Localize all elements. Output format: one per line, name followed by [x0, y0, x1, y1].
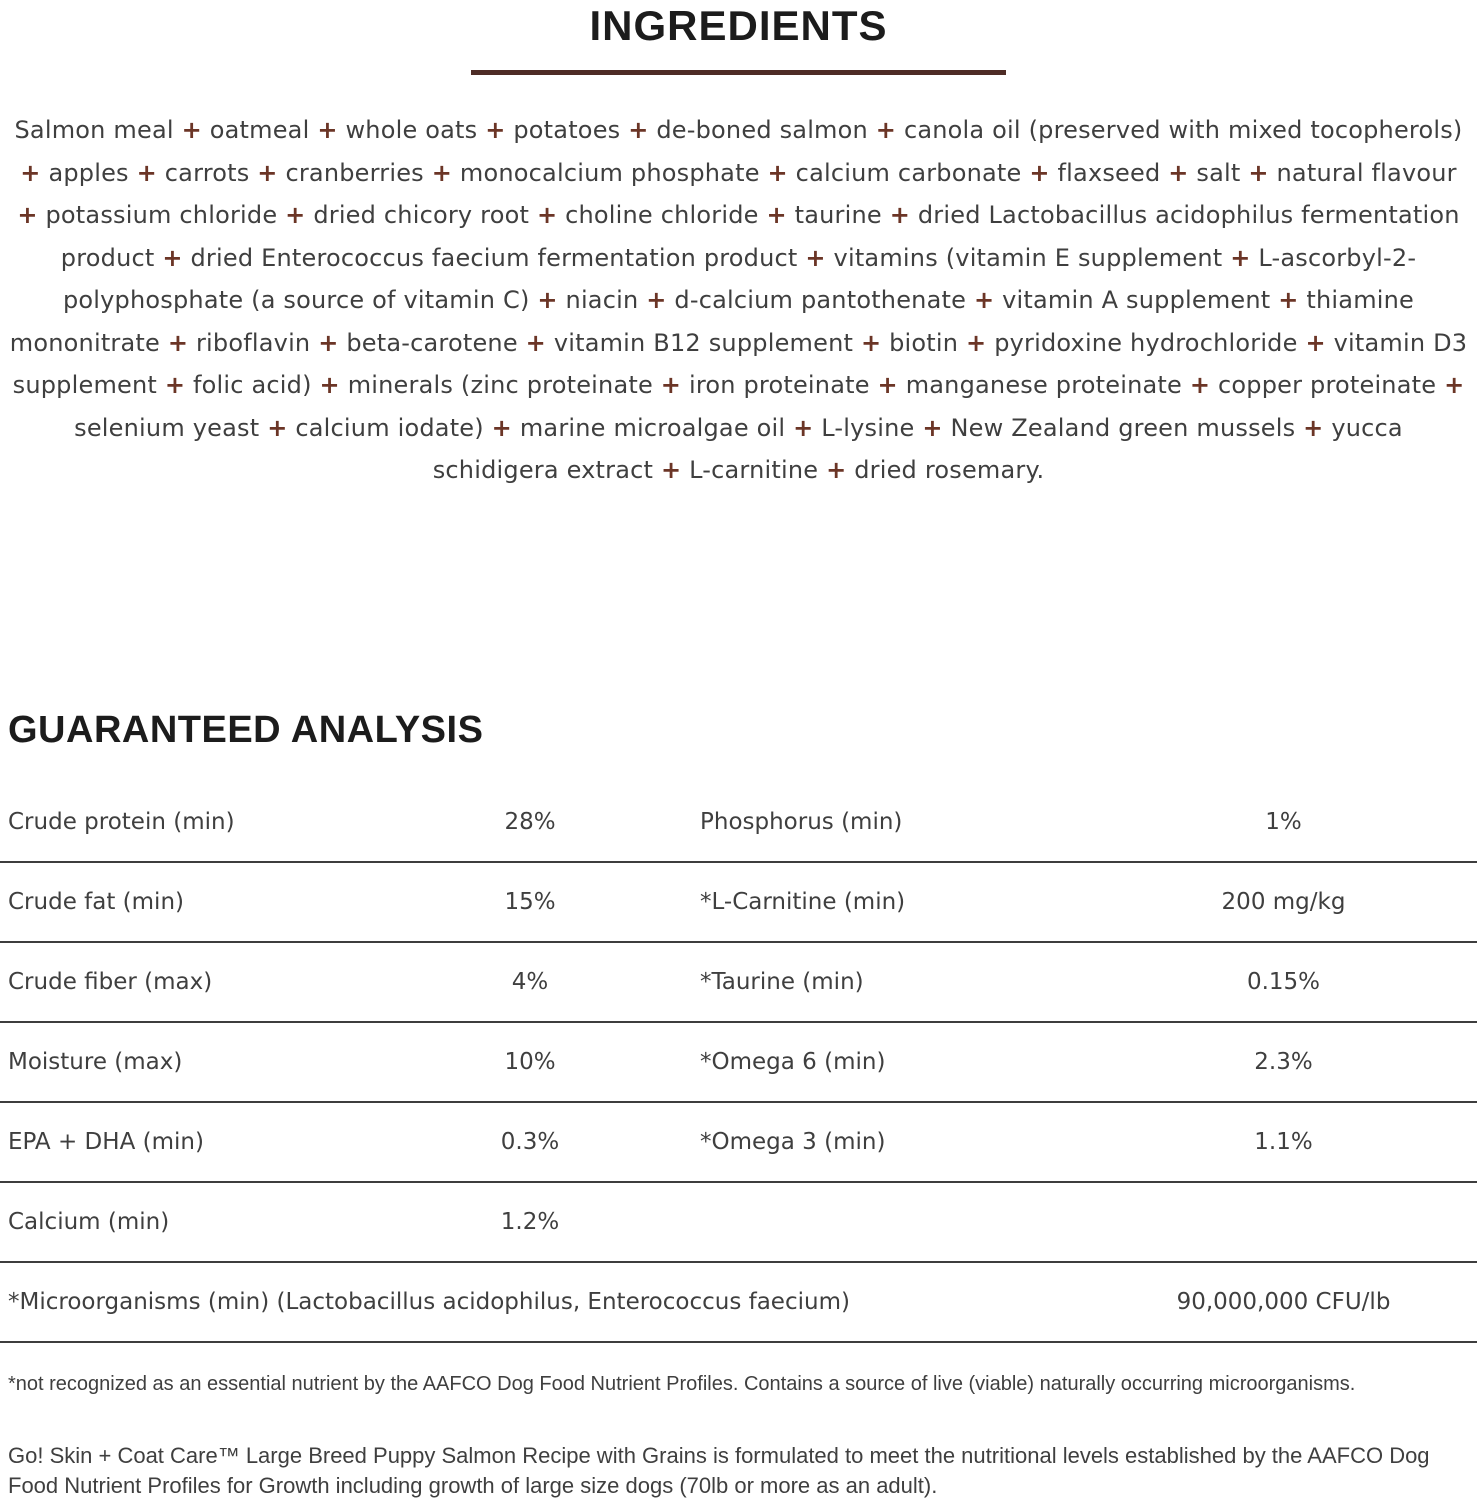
plus-separator: + — [1230, 243, 1251, 272]
plus-separator: + — [485, 116, 506, 144]
ga-row — [0, 863, 1477, 943]
footnote: *not recognized as an essential nutrient by the AAFCO Dog Food Nutrient Profiles. Contains a source of live (viable) naturally occurring microorganisms. — [8, 1372, 1356, 1395]
plus-separator: + — [318, 328, 339, 357]
plus-separator: + — [431, 158, 453, 187]
plus-separator: + — [660, 371, 682, 399]
plus-separator: + — [875, 116, 897, 144]
ga-row — [0, 783, 1477, 863]
plus-separator: + — [537, 286, 558, 314]
ga-right-value: 200 mg/kg — [1221, 888, 1346, 915]
plus-separator: + — [536, 201, 558, 229]
plus-separator: + — [1168, 158, 1189, 187]
microorganisms-label: *Microorganisms (min) (Lactobacillus acidophilus, Enterococcus faecium) — [8, 1288, 850, 1315]
plus-separator: + — [860, 328, 882, 357]
ga-right-label: *Taurine (min) — [700, 968, 864, 995]
plus-separator: + — [660, 456, 682, 484]
plus-separator: + — [805, 243, 826, 272]
ingredients-paragraph: Salmon meal + oatmeal + whole oats + potatoes + de-boned salmon + canola oil (preserved with mixed tocopherols) + apples + carrots + cranberries + monocalcium phosphate + calcium carbonate + flaxseed + salt + natural flavour + potassium chloride + dried chicory root + choline chloride + taurine + dried Lactobacillus acidophilus fermentation product + dried Enterococcus faecium fermentation product + vitamins (vitamin E supplement + L-ascorbyl-2-polyphosphate (a source of vitamin C) + niacin + d-calcium pantothenate + vitamin A supplement + thiamine mononitrate + riboflavin + beta-carotene + vitamin B12 supplement + biotin + pyridoxine hydrochloride + vitamin D3 supplement + folic acid) + minerals (zinc proteinate + iron proteinate + manganese proteinate + copper proteinate + selenium yeast + calcium iodate) + marine microalgae oil + L-lysine + New Zealand green mussels + yucca schidigera extract + L-carnitine + dried rosemary. — [9, 116, 1468, 484]
ga-left-label: Crude protein (min) — [8, 808, 235, 835]
ga-left-value: 4% — [511, 968, 549, 995]
plus-separator: + — [257, 158, 278, 187]
formulation-statement: Go! Skin + Coat Care™ Large Breed Puppy Salmon Recipe with Grains is formulated to meet the nutritional levels established by the AAFCO Dog Food Nutrient Profiles for Growth including growth of large size dogs (70lb or more as an adult). — [8, 1442, 1430, 1498]
ga-left-value: 1.2% — [500, 1208, 560, 1235]
ingredients-title: INGREDIENTS — [589, 2, 888, 49]
ga-row — [0, 943, 1477, 1023]
plus-separator: + — [136, 158, 157, 187]
ga-row — [0, 1103, 1477, 1183]
ga-right-value: 0.15% — [1246, 968, 1321, 995]
ga-left-label: Crude fat (min) — [8, 888, 184, 915]
microorganisms-value: 90,000,000 CFU/lb — [1176, 1288, 1391, 1315]
ga-left-label: Calcium (min) — [8, 1208, 170, 1235]
ga-right-value: 1.1% — [1254, 1128, 1313, 1155]
plus-separator: + — [1303, 413, 1324, 442]
plus-separator: + — [766, 201, 787, 229]
ga-right-value: 1% — [1265, 808, 1302, 835]
guaranteed-analysis-table — [0, 783, 1477, 1343]
ga-right-label: *Omega 6 (min) — [700, 1048, 886, 1075]
plus-separator: + — [1278, 286, 1299, 314]
ga-left-label: Crude fiber (max) — [8, 968, 213, 995]
ga-right-label: *Omega 3 (min) — [700, 1128, 886, 1155]
plus-separator: + — [164, 371, 186, 399]
microorganisms-row — [0, 1263, 1477, 1343]
plus-separator: + — [20, 158, 41, 187]
plus-separator: + — [646, 286, 667, 314]
plus-separator: + — [17, 201, 38, 229]
ga-row — [0, 1183, 1477, 1263]
plus-separator: + — [1444, 371, 1465, 399]
plus-separator: + — [491, 413, 512, 442]
plus-separator: + — [267, 413, 288, 442]
ga-left-value: 10% — [504, 1048, 556, 1075]
guaranteed-analysis-heading: GUARANTEED ANALYSIS — [8, 708, 484, 751]
ga-row — [0, 1023, 1477, 1103]
ga-left-label: EPA + DHA (min) — [8, 1128, 204, 1155]
ingredients-header — [0, 0, 1477, 75]
plus-separator: + — [889, 201, 911, 229]
ga-left-value: 28% — [504, 808, 556, 835]
plus-separator: + — [793, 413, 814, 442]
plus-separator: + — [1189, 371, 1211, 399]
title-underline — [471, 70, 1006, 75]
plus-separator: + — [525, 328, 546, 357]
ga-left-label: Moisture (max) — [8, 1048, 183, 1075]
ga-left-value: 15% — [504, 888, 556, 915]
plus-separator: + — [167, 328, 189, 357]
ga-left-value: 0.3% — [500, 1128, 560, 1155]
plus-separator: + — [162, 243, 183, 272]
ga-right-label: *L-Carnitine (min) — [700, 888, 906, 915]
ga-right-value: 2.3% — [1254, 1048, 1313, 1075]
plus-separator: + — [1029, 158, 1050, 187]
ga-right-label: Phosphorus (min) — [700, 808, 903, 835]
plus-separator: + — [966, 328, 987, 357]
plus-separator: + — [1248, 158, 1269, 187]
plus-separator: + — [1305, 328, 1326, 357]
plus-separator: + — [628, 116, 649, 144]
plus-separator: + — [877, 371, 898, 399]
plus-separator: + — [319, 371, 340, 399]
plus-separator: + — [973, 286, 995, 314]
plus-separator: + — [285, 201, 306, 229]
plus-separator: + — [922, 413, 943, 442]
plus-separator: + — [181, 116, 202, 144]
plus-separator: + — [317, 116, 338, 144]
plus-separator: + — [767, 158, 788, 187]
plus-separator: + — [826, 456, 847, 484]
